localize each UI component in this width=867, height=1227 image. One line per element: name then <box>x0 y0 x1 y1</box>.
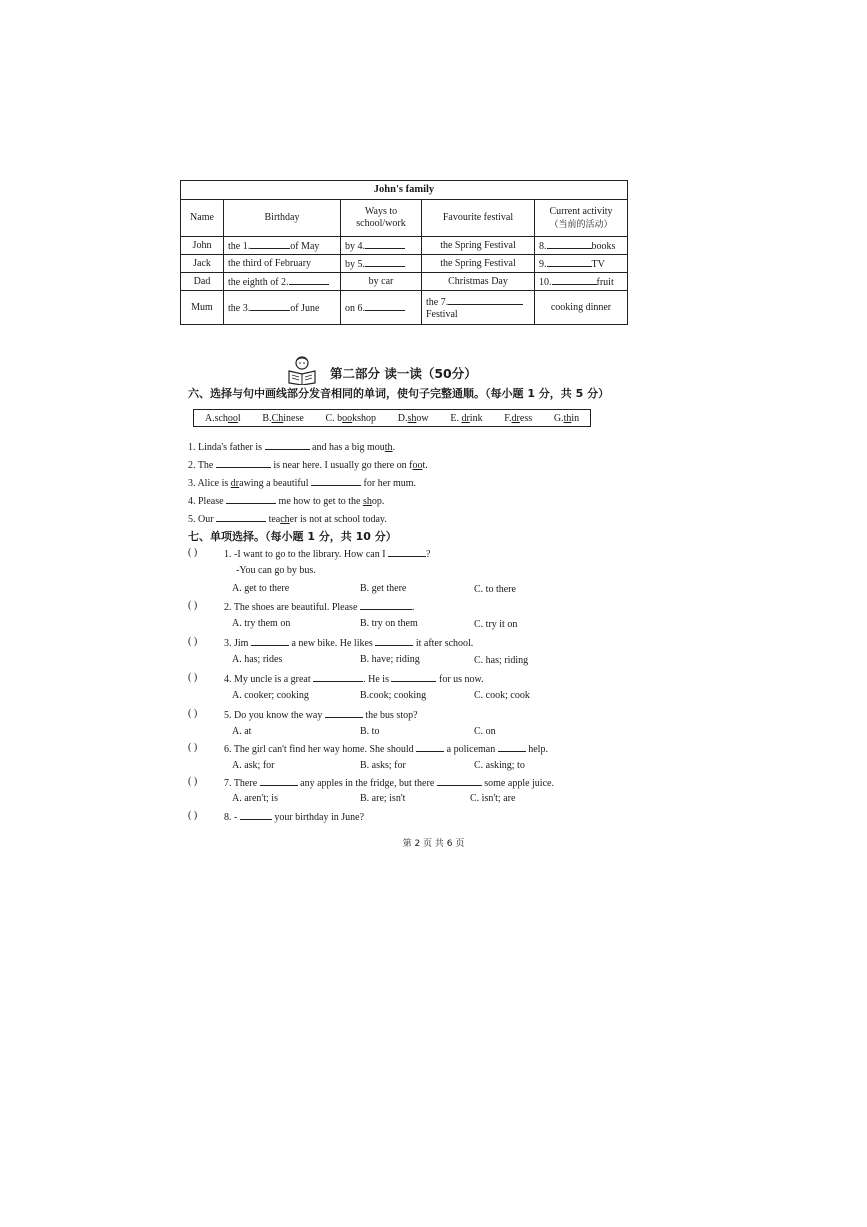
option-c[interactable]: C. asking; to <box>474 760 525 771</box>
table-row: John the 1. of May by 4. the Spring Festival 8. books <box>181 237 628 255</box>
section-7-title: 七、单项选择。（每小题 1 分，共 10 分） <box>188 530 397 543</box>
question-8: 8. - your birthday in June? <box>224 812 365 823</box>
blank[interactable] <box>216 512 266 522</box>
reading-child-icon <box>286 355 318 385</box>
word-options-box <box>193 409 591 427</box>
word-option: E. drink <box>450 412 483 424</box>
option-a[interactable]: A. has; rides <box>232 654 283 665</box>
question-6: 6. The girl can't find her way home. She should a policeman help. <box>224 744 548 755</box>
table-row: Jack the third of February by 5. the Spring Festival 9. TV <box>181 255 628 273</box>
option-c[interactable]: C. on <box>474 726 496 737</box>
question-7: 7. There any apples in the fridge, but there some apple juice. <box>224 778 554 789</box>
option-a[interactable]: A. ask; for <box>232 760 275 771</box>
blank[interactable] <box>265 440 310 450</box>
question-2: 2. The shoes are beautiful. Please . <box>224 602 415 613</box>
blank-9[interactable] <box>547 257 592 267</box>
option-c[interactable]: C. to there <box>474 584 516 595</box>
header-birthday: Birthday <box>224 200 341 237</box>
word-option: B.Chinese <box>262 412 304 424</box>
sentence-3: 3. Alice is drawing a beautiful for her mum. <box>188 478 417 489</box>
table-title: John's family <box>181 181 628 200</box>
option-b[interactable]: B. to <box>360 726 380 737</box>
option-b[interactable]: B.cook; cooking <box>360 690 427 701</box>
blank-6[interactable] <box>365 301 405 311</box>
sentence-2: 2. The is near here. I usually go there on foot. <box>188 460 428 471</box>
answer-paren[interactable]: ( ) <box>188 636 198 647</box>
question-4: 4. My uncle is a great . He is for us now. <box>224 674 484 685</box>
blank-10[interactable] <box>552 275 597 285</box>
question-1-reply: -You can go by bus. <box>236 565 316 576</box>
option-b[interactable]: B. asks; for <box>360 760 406 771</box>
table-row: Mum the 3. of June on 6. the 7. Festival cooking dinner <box>181 291 628 325</box>
blank-5[interactable] <box>365 257 405 267</box>
question-1: 1. -I want to go to the library. How can I ? <box>224 549 431 560</box>
table-row: Dad the eighth of 2. by car Christmas Day 10. fruit <box>181 273 628 291</box>
option-b[interactable]: B. get there <box>360 583 407 594</box>
blank-8[interactable] <box>547 239 592 249</box>
word-option: F.dress <box>504 412 533 424</box>
option-b[interactable]: B. have; riding <box>360 654 420 665</box>
option-a[interactable]: A. at <box>232 726 252 737</box>
johns-family-table <box>180 180 628 325</box>
option-c[interactable]: C. isn't; are <box>470 793 516 804</box>
blank-3[interactable] <box>250 301 290 311</box>
answer-paren[interactable]: ( ) <box>188 547 198 558</box>
sentence-4: 4. Please me how to get to the shop. <box>188 496 385 507</box>
option-c[interactable]: C. has; riding <box>474 655 529 666</box>
question-3: 3. Jim a new bike. He likes it after school. <box>224 638 474 649</box>
word-option: A.school <box>204 412 241 424</box>
answer-paren[interactable]: ( ) <box>188 742 198 753</box>
page-footer: 第 2 页 共 6 页 <box>402 839 465 849</box>
option-a[interactable]: A. cooker; cooking <box>232 690 309 701</box>
part-title: 第二部分 读一读（50分） <box>330 366 477 381</box>
word-option: C. bookshop <box>325 412 377 424</box>
header-name: Name <box>181 200 224 237</box>
sentence-5: 5. Our teacher is not at school today. <box>188 514 387 525</box>
option-c[interactable]: C. try it on <box>474 619 518 630</box>
answer-paren[interactable]: ( ) <box>188 600 198 611</box>
header-activity: Current activity （当前的活动） <box>535 200 628 237</box>
word-option: D.show <box>397 412 429 424</box>
section-6-title: 六、选择与句中画线部分发音相同的单词，使句子完整通顺。（每小题 1 分，共 5 分） <box>188 387 610 400</box>
blank-7[interactable] <box>448 295 523 305</box>
option-a[interactable]: A. try them on <box>232 618 291 629</box>
option-b[interactable]: B. try on them <box>360 618 418 629</box>
option-c[interactable]: C. cook; cook <box>474 690 530 701</box>
option-a[interactable]: A. get to there <box>232 583 290 594</box>
blank[interactable] <box>216 458 271 468</box>
blank-1[interactable] <box>250 239 290 249</box>
blank[interactable] <box>311 476 361 486</box>
answer-paren[interactable]: ( ) <box>188 672 198 683</box>
blank-2[interactable] <box>289 275 329 285</box>
option-a[interactable]: A. aren't; is <box>232 793 278 804</box>
answer-paren[interactable]: ( ) <box>188 810 198 821</box>
question-5: 5. Do you know the way the bus stop? <box>224 710 418 721</box>
header-festival: Favourite festival <box>422 200 535 237</box>
blank[interactable] <box>226 494 276 504</box>
sentence-1: 1. Linda's father is and has a big mouth. <box>188 442 396 453</box>
option-b[interactable]: B. are; isn't <box>360 793 406 804</box>
blank-4[interactable] <box>365 239 405 249</box>
answer-paren[interactable]: ( ) <box>188 708 198 719</box>
header-ways: Ways to school/work <box>341 200 422 237</box>
answer-paren[interactable]: ( ) <box>188 776 198 787</box>
word-option: G.thin <box>553 412 580 424</box>
